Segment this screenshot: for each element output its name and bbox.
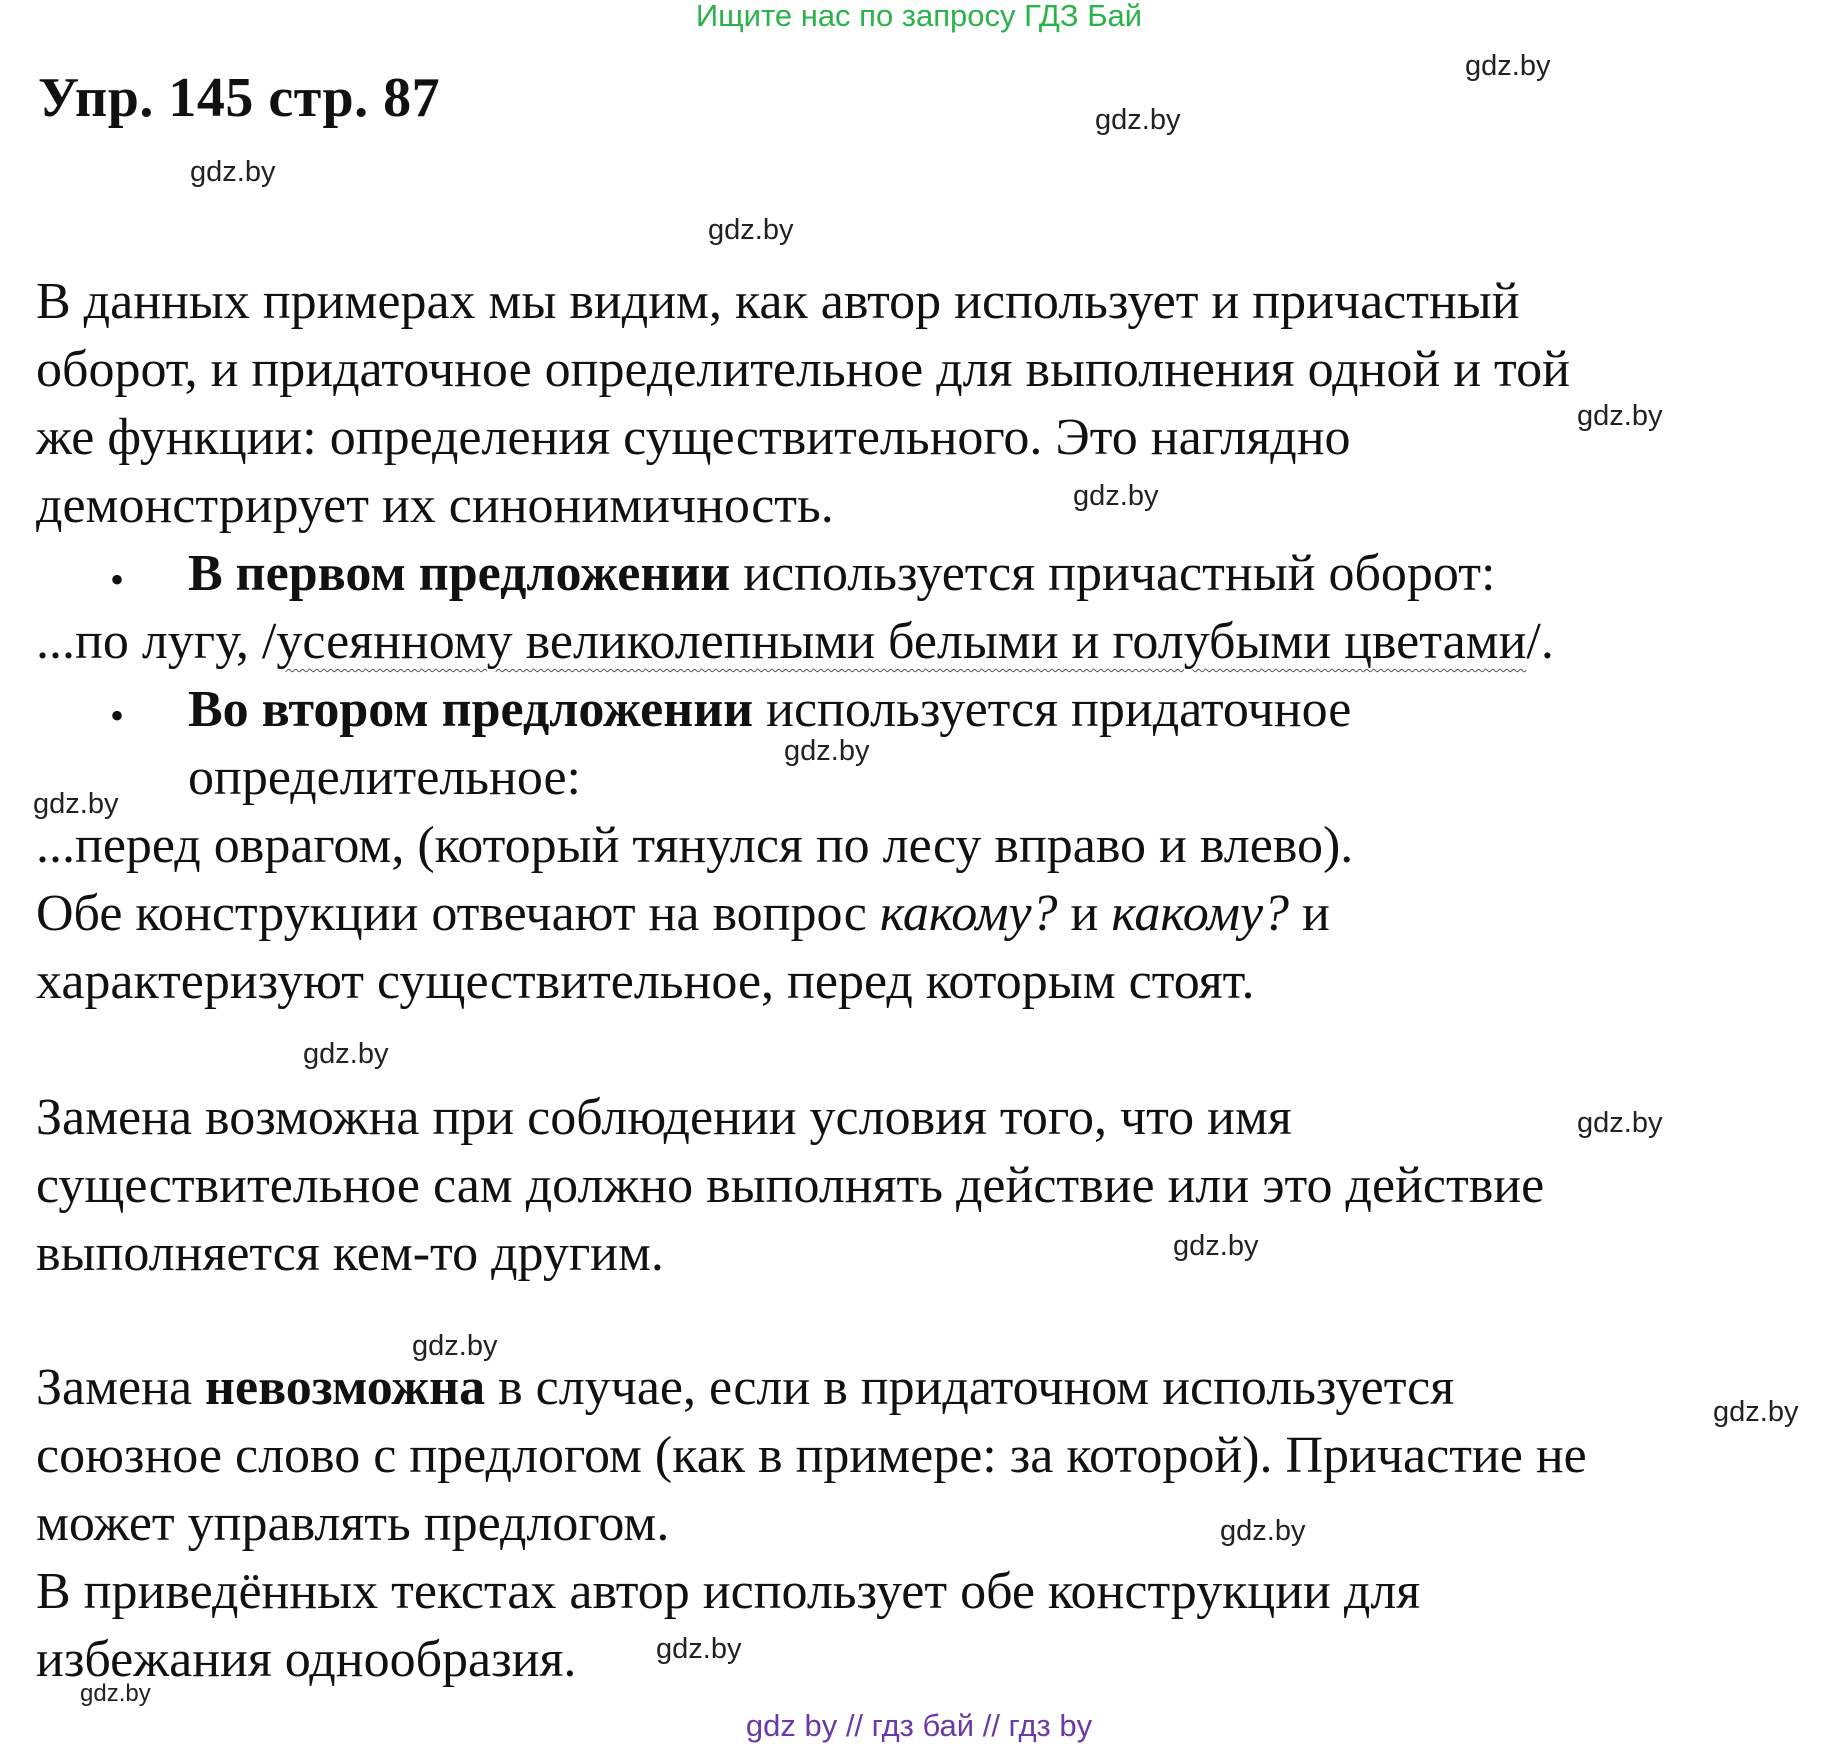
bullet-1-example-prefix: ...по лугу, / [36, 613, 277, 670]
paragraph-2-part-3: и [1289, 885, 1330, 942]
watermark: gdz.by [1577, 1107, 1663, 1139]
paragraph-4-part-1: Замена [36, 1359, 206, 1416]
bullet-2-example: ...перед оврагом, (который тянулся по лесу вправо и влево). [36, 817, 1354, 874]
paragraph-3-line-3: выполняется кем-то другим. [36, 1225, 664, 1282]
paragraph-1-line-1: В данных примерах мы видим, как автор использует и причастный [36, 273, 1520, 330]
question-1: какому? [879, 885, 1058, 942]
participle-phrase: усеянному великолепными белыми и голубыми цветами [276, 613, 1527, 670]
watermark: gdz.by [656, 1633, 742, 1665]
paragraph-4-bold: невозможна [205, 1359, 486, 1416]
paragraph-5-line-1: В приведённых текстах автор использует обе конструкции для [36, 1563, 1421, 1620]
paragraph-4-line-3: может управлять предлогом. [36, 1495, 670, 1552]
watermark: gdz.by [1095, 104, 1181, 136]
bullet-1-example [36, 612, 1554, 671]
bullet-2-text-line-2: определительное: [188, 749, 581, 806]
paragraph-2-part-2: и [1057, 885, 1112, 942]
bullet-1-rest: используется причастный оборот: [730, 545, 1496, 602]
watermark: gdz.by [80, 1680, 151, 1707]
paragraph-3-line-1: Замена возможна при соблюдении условия того, что имя [36, 1089, 1292, 1146]
watermark: gdz.by [1577, 400, 1663, 432]
watermark: gdz.by [784, 735, 870, 767]
bullet-1-example-suffix: /. [1526, 613, 1554, 670]
paragraph-1-line-4: демонстрирует их синонимичность. [36, 477, 834, 534]
watermark: gdz.by [412, 1330, 498, 1362]
paragraph-4-line-2: союзное слово с предлогом (как в примере: за которой). Причастие не [36, 1427, 1587, 1484]
watermark: gdz.by [33, 788, 119, 820]
bullet-1-bold: В первом предложении [188, 545, 731, 602]
paragraph-2-line-1 [36, 884, 1330, 943]
watermark: gdz.by [1713, 1396, 1799, 1428]
bullet-2-bold: Во втором предложении [188, 681, 754, 738]
paragraph-4-part-2: в случае, если в придаточном используется [485, 1359, 1455, 1416]
watermark: gdz.by [708, 214, 794, 246]
search-note: Ищите нас по запросу ГДЗ Бай [695, 0, 1143, 33]
bullet-marker: • [110, 557, 125, 602]
question-2: какому? [1111, 885, 1290, 942]
watermark: gdz.by [1465, 50, 1551, 82]
watermark: gdz.by [1073, 480, 1159, 512]
watermark: gdz.by [190, 156, 276, 188]
bullet-2-text [188, 680, 1351, 739]
paragraph-3-line-2: существительное сам должно выполнять действие или это действие [36, 1157, 1545, 1214]
paragraph-2-part-1: Обе конструкции отвечают на вопрос [36, 885, 880, 942]
footer-links: gdz by // гдз бай // гдз by [745, 1708, 1093, 1743]
bullet-marker: • [110, 693, 125, 738]
bullet-2-rest: используется придаточное [753, 681, 1352, 738]
watermark: gdz.by [1220, 1515, 1306, 1547]
watermark: gdz.by [1173, 1230, 1259, 1262]
bullet-1-text [188, 544, 1495, 603]
page-title: Упр. 145 стр. 87 [38, 67, 441, 129]
paragraph-2-line-2: характеризуют существительное, перед которым стоят. [36, 953, 1255, 1010]
watermark: gdz.by [303, 1038, 389, 1070]
paragraph-1-line-2: оборот, и придаточное определительное для выполнения одной и той [36, 341, 1570, 398]
paragraph-5-line-2: избежания однообразия. [36, 1631, 577, 1688]
paragraph-4-line-1 [36, 1358, 1454, 1417]
paragraph-1-line-3: же функции: определения существительного. Это наглядно [36, 409, 1351, 466]
